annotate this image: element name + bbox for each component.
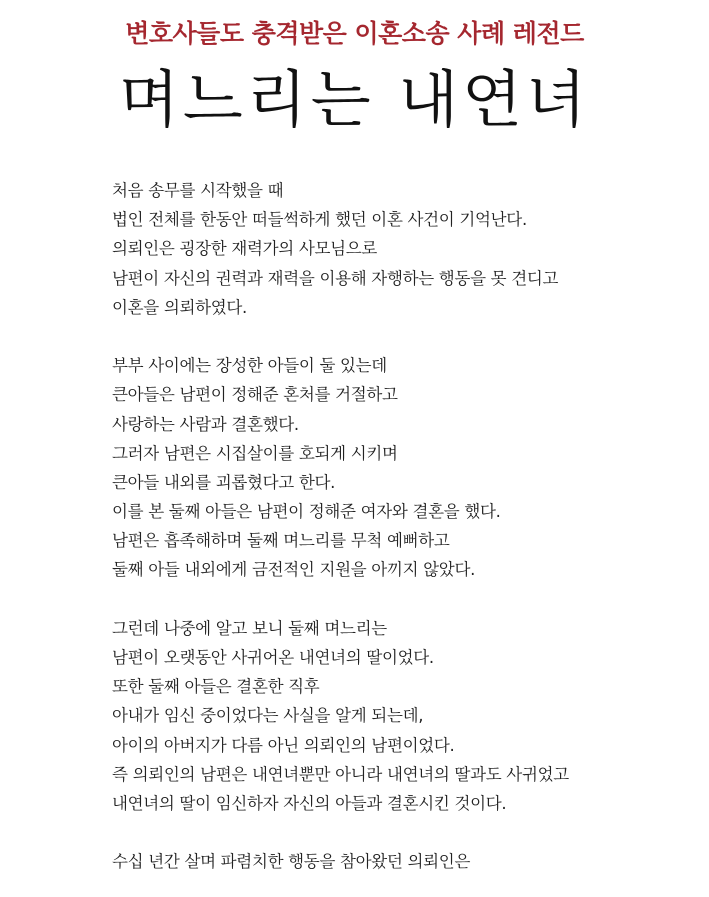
body-text-line: 이를 본 둘째 아들은 남편이 정해준 여자와 결혼을 했다. [112,502,501,522]
headline-title: 며느리는 내연녀 [119,63,590,136]
body-text-line: 그런데 나중에 알고 보니 둘째 며느리는 [112,618,387,638]
body-text-line: 그러자 남편은 시집살이를 호되게 시키며 [112,443,398,463]
body-text-line: 아내가 임신 중이었다는 사실을 알게 되는데, [112,706,424,726]
body-text-line: 둘째 아들 내외에게 금전적인 지원을 아끼지 않았다. [112,560,476,580]
kicker-title: 변호사들도 충격받은 이혼소송 사례 레전드 [125,19,584,48]
body-text-line: 남편은 흡족해하며 둘째 며느리를 무척 예뻐하고 [112,531,450,551]
paragraph-gap [112,818,702,847]
body-text-line: 남편이 자신의 권력과 재력을 이용해 자행하는 행동을 못 견디고 [112,268,559,288]
body-text-line: 남편이 오랫동안 사귀어온 내연녀의 딸이었다. [112,648,434,667]
article-body [112,176,702,877]
body-text-line: 부부 사이에는 장성한 아들이 둘 있는데 [112,356,387,376]
body-text-line: 수십 년간 살며 파렴치한 행동을 참아왔던 의뢰인은 [112,852,471,872]
body-text-line: 또한 둘째 아들은 결혼한 직후 [112,677,320,697]
body-text-line: 즉 의뢰인의 남편은 내연녀뿐만 아니라 내연녀의 딸과도 사귀었고 [112,764,569,784]
paragraph-gap [112,585,702,614]
body-text-line: 사랑하는 사람과 결혼했다. [112,414,299,434]
paragraph-gap [112,322,702,351]
body-text-line: 법인 전체를 한동안 떠들썩하게 했던 이혼 사건이 기억난다. [112,210,527,230]
body-text-line: 처음 송무를 시작했을 때 [112,181,284,200]
body-text-line: 아이의 아버지가 다름 아닌 의뢰인의 남편이었다. [112,735,455,755]
body-text-line: 내연녀의 딸이 임신하자 자신의 아들과 결혼시킨 것이다. [112,793,507,813]
body-text-line: 큰아들은 남편이 정해준 혼처를 거절하고 [112,385,398,405]
body-text-line: 큰아들 내외를 괴롭혔다고 한다. [112,472,336,492]
body-text-line: 이혼을 의뢰하였다. [112,297,248,317]
body-text-line: 의뢰인은 굉장한 재력가의 사모님으로 [112,239,378,259]
